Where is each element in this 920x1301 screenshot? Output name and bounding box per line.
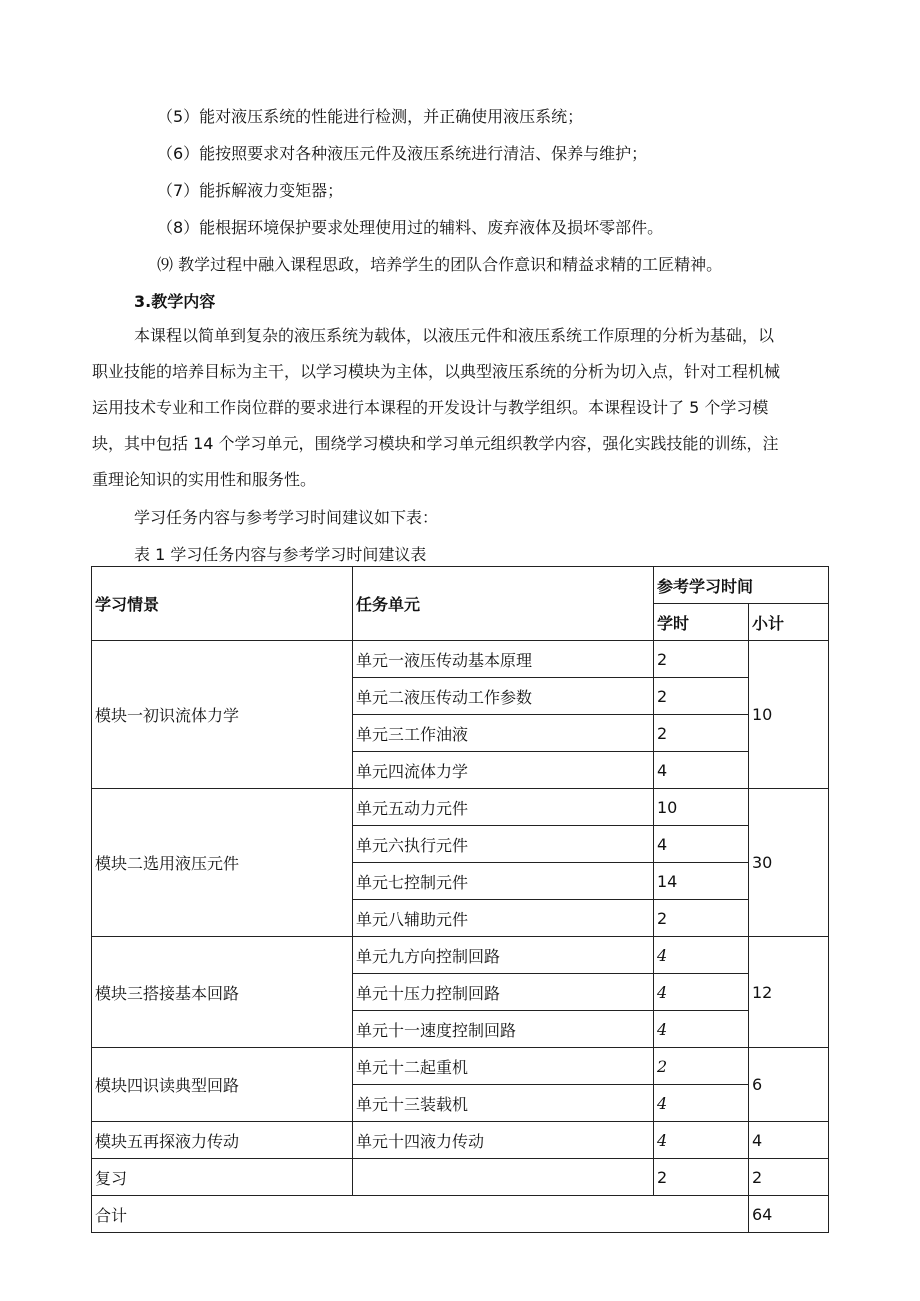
list-item: （7）能拆解液力变矩器； — [157, 181, 344, 200]
module-subtotal: 10 — [749, 641, 829, 789]
unit-hours: 2 — [654, 1048, 749, 1085]
module-subtotal: 12 — [749, 937, 829, 1048]
unit-name: 单元十四液力传动 — [353, 1122, 654, 1159]
unit-name: 单元十二起重机 — [353, 1048, 654, 1085]
table-row — [92, 1159, 829, 1196]
intro-line: 学习任务内容与参考学习时间建议如下表： — [134, 508, 439, 527]
header-hours: 学时 — [654, 604, 749, 641]
table-row — [92, 641, 829, 678]
module-subtotal: 4 — [749, 1122, 829, 1159]
table-row — [92, 1196, 829, 1233]
total-value: 64 — [749, 1196, 829, 1233]
unit-hours: 4 — [654, 826, 749, 863]
unit-hours: 2 — [654, 900, 749, 937]
unit-hours: 4 — [654, 752, 749, 789]
total-label: 合计 — [92, 1196, 749, 1233]
unit-hours: 2 — [654, 678, 749, 715]
unit-hours: 4 — [654, 1011, 749, 1048]
unit-hours: 10 — [654, 789, 749, 826]
module-subtotal: 6 — [749, 1048, 829, 1122]
unit-hours: 14 — [654, 863, 749, 900]
body-line: 本课程以简单到复杂的液压系统为载体，以液压元件和液压系统工作原理的分析为基础，以 — [134, 326, 775, 345]
header-unit: 任务单元 — [353, 567, 654, 641]
unit-hours: 2 — [654, 641, 749, 678]
list-item: （6）能按照要求对各种液压元件及液压系统进行清洁、保养与维护； — [157, 144, 648, 163]
table-row — [92, 937, 829, 974]
table-caption: 表 1 学习任务内容与参考学习时间建议表 — [134, 545, 427, 564]
body-line: 块，其中包括 14 个学习单元，围绕学习模块和学习单元组织教学内容，强化实践技能的训练，注 — [92, 434, 779, 453]
unit-name: 单元五动力元件 — [353, 789, 654, 826]
header-ref-time: 参考学习时间 — [654, 567, 829, 604]
review-unit — [353, 1159, 654, 1196]
unit-name: 单元六执行元件 — [353, 826, 654, 863]
unit-name: 单元十一速度控制回路 — [353, 1011, 654, 1048]
table-row — [92, 1048, 829, 1085]
body-line: 职业技能的培养目标为主干，以学习模块为主体，以典型液压系统的分析为切入点，针对工程机械 — [92, 362, 781, 381]
module-name: 模块四识读典型回路 — [92, 1048, 353, 1122]
unit-name: 单元八辅助元件 — [353, 900, 654, 937]
body-line: 重理论知识的实用性和服务性。 — [92, 470, 317, 489]
section-heading: 3.教学内容 — [134, 292, 216, 311]
body-line: 运用技术专业和工作岗位群的要求进行本课程的开发设计与教学组织。本课程设计了 5 个学习模 — [92, 398, 769, 417]
review-subtotal: 2 — [749, 1159, 829, 1196]
unit-hours: 2 — [654, 715, 749, 752]
unit-name: 单元一液压传动基本原理 — [353, 641, 654, 678]
module-name: 模块五再探液力传动 — [92, 1122, 353, 1159]
table-row — [92, 1122, 829, 1159]
unit-name: 单元三工作油液 — [353, 715, 654, 752]
list-item: ⑼ 教学过程中融入课程思政，培养学生的团队合作意识和精益求精的工匠精神。 — [157, 255, 723, 274]
unit-hours: 4 — [654, 974, 749, 1011]
unit-name: 单元四流体力学 — [353, 752, 654, 789]
list-item: （8）能根据环境保护要求处理使用过的辅料、废弃液体及损坏零部件。 — [157, 218, 664, 237]
list-item: （5）能对液压系统的性能进行检测，并正确使用液压系统； — [157, 107, 584, 126]
module-name: 模块一初识流体力学 — [92, 641, 353, 789]
header-subtotal: 小计 — [749, 604, 829, 641]
module-name: 模块二选用液压元件 — [92, 789, 353, 937]
unit-name: 单元二液压传动工作参数 — [353, 678, 654, 715]
review-hours: 2 — [654, 1159, 749, 1196]
table-row — [92, 789, 829, 826]
unit-hours: 4 — [654, 1122, 749, 1159]
unit-name: 单元九方向控制回路 — [353, 937, 654, 974]
unit-hours: 4 — [654, 937, 749, 974]
unit-name: 单元十三装载机 — [353, 1085, 654, 1122]
module-subtotal: 30 — [749, 789, 829, 937]
unit-name: 单元十压力控制回路 — [353, 974, 654, 1011]
header-scenario: 学习情景 — [92, 567, 353, 641]
unit-hours: 4 — [654, 1085, 749, 1122]
unit-name: 单元七控制元件 — [353, 863, 654, 900]
review-label: 复习 — [92, 1159, 353, 1196]
schedule-table — [91, 566, 829, 1233]
module-name: 模块三搭接基本回路 — [92, 937, 353, 1048]
